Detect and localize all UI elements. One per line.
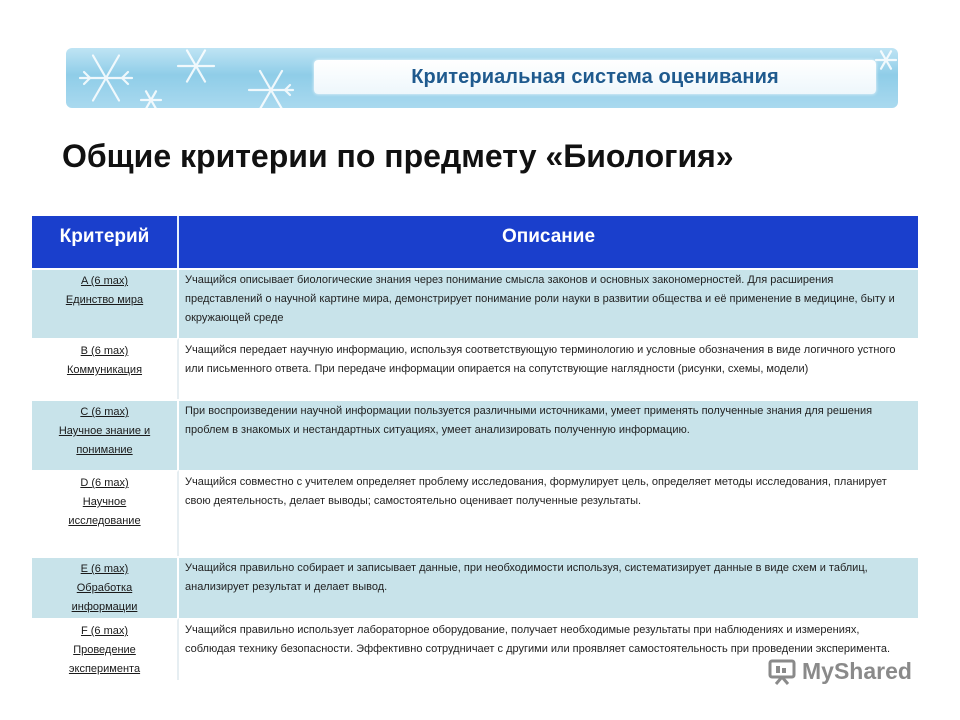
description-cell: Учащийся передает научную информацию, используя соответствующую терминологию и условные обозначения в виде логичного устного или письменного ответа. При передаче информации опирается на сопутствующие наглядности (рисунки, схемы, модели): [179, 338, 918, 399]
criterion-code[interactable]: D (6 max): [80, 477, 129, 489]
page-title: Общие критерии по предмету «Биология»: [62, 138, 734, 174]
criterion-name[interactable]: Единство мира: [65, 294, 144, 306]
watermark-text: MyShared: [802, 658, 912, 684]
presentation-icon: [768, 659, 796, 685]
criteria-table: [32, 216, 918, 680]
criterion-name[interactable]: информации: [71, 601, 138, 613]
table-row: [32, 556, 918, 618]
criterion-code[interactable]: C (6 max): [80, 406, 129, 418]
criterion-name[interactable]: Научное знание и: [58, 425, 151, 437]
criterion-cell: [32, 399, 179, 470]
criterion-cell: [32, 470, 179, 556]
header-banner: [66, 48, 898, 108]
snowflake-icon: [141, 91, 161, 108]
table-row: [32, 268, 918, 338]
criterion-cell: [32, 338, 179, 399]
criterion-name[interactable]: Научное: [82, 496, 127, 508]
description-cell: Учащийся правильно использует лабораторное оборудование, получает необходимые результаты при наблюдениях и измерениях, соблюдая технику безопасности. Эффективно сотрудничает с другими или проявляет самостоятельность при проведении эксперимента.: [179, 618, 918, 680]
snowflake-icon: [178, 50, 214, 81]
snowflake-icon: [249, 71, 293, 108]
criterion-name[interactable]: Проведение: [73, 644, 136, 656]
criterion-code[interactable]: E (6 max): [80, 563, 129, 575]
snowflake-icon: [80, 56, 132, 101]
criterion-name[interactable]: эксперимента: [68, 663, 141, 675]
column-header-criterion: Критерий: [32, 216, 179, 268]
table-row: [32, 338, 918, 399]
description-cell: Учащийся совместно с учителем определяет проблему исследования, формулирует цель, определяет методы исследования, планирует свою деятельность, делает выводы; самостоятельно оценивает полученные результаты.: [179, 470, 918, 556]
criterion-code[interactable]: A (6 max): [80, 275, 129, 287]
banner-title-box: [314, 60, 876, 94]
criterion-name[interactable]: исследование: [68, 515, 141, 527]
watermark: [768, 658, 912, 685]
criterion-name[interactable]: Обработка: [76, 582, 133, 594]
description-cell: При воспроизведении научной информации пользуется различными источниками, умеет применять полученные знания для решения проблем в знакомых и нестандартных ситуациях, умеет анализировать полученную информацию.: [179, 399, 918, 470]
criterion-cell: [32, 556, 179, 618]
column-header-description: Описание: [179, 216, 918, 268]
criterion-code[interactable]: F (6 max): [80, 625, 129, 637]
table-header-row: [32, 216, 918, 268]
description-cell: Учащийся описывает биологические знания через понимание смысла законов и основных закономерностей. Для расширения представлений о научной картине мира, демонстрирует понимание роли науки в развитии общества и её применение в медицине, быту и окружающей среде: [179, 268, 918, 338]
table-row: [32, 470, 918, 556]
banner-title: Критериальная система оценивания: [411, 65, 779, 88]
criterion-cell: [32, 618, 179, 680]
criterion-cell: [32, 268, 179, 338]
criterion-code[interactable]: B (6 max): [80, 345, 129, 357]
description-cell: Учащийся правильно собирает и записывает данные, при необходимости используя, систематизирует данные в виде схем и таблиц, анализирует результат и делает вывод.: [179, 556, 918, 618]
snowflake-icon: [876, 51, 896, 68]
criterion-name[interactable]: Коммуникация: [66, 364, 143, 376]
table-row: [32, 399, 918, 470]
criterion-name[interactable]: понимание: [76, 444, 133, 456]
